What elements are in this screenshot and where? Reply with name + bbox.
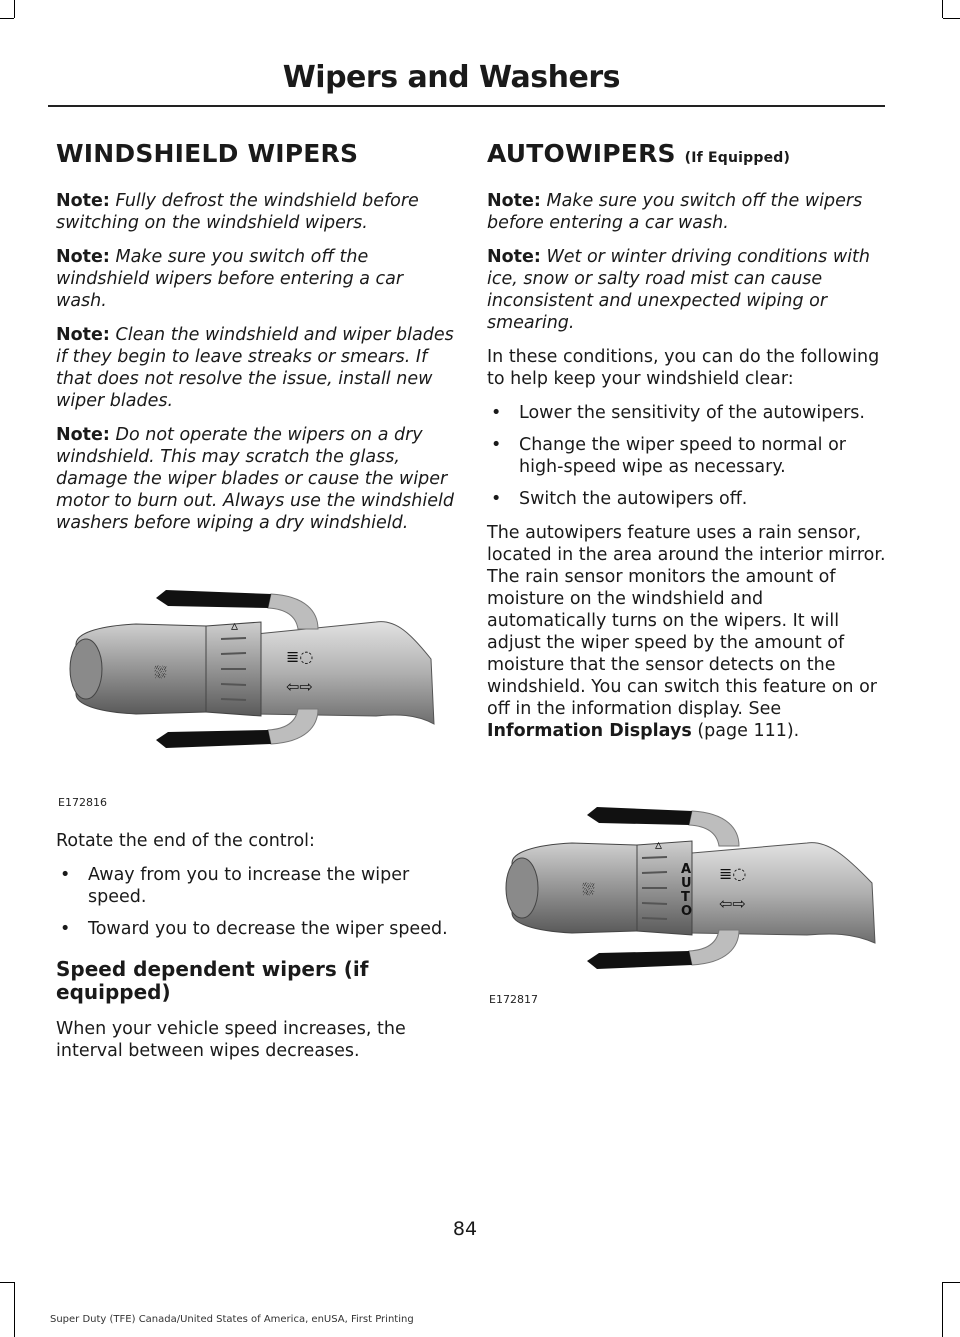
note-label: Note: xyxy=(56,324,110,345)
note-text: Make sure you switch off the wipers before entering a car wash. xyxy=(487,190,863,233)
header-rule xyxy=(48,105,885,107)
wiper-stalk-figure xyxy=(56,564,456,814)
svg-text:≣◌: ≣◌ xyxy=(719,863,747,883)
list-item: • Toward you to decrease the wiper speed. xyxy=(56,918,456,940)
information-displays-link[interactable]: Information Displays xyxy=(487,721,692,742)
heading-suffix: (If Equipped) xyxy=(684,150,791,166)
crop-mark xyxy=(14,0,15,18)
autowipers-body xyxy=(487,522,887,742)
note xyxy=(56,246,456,312)
svg-text:⇦⇨: ⇦⇨ xyxy=(719,893,746,913)
wiper-stalk-illustration xyxy=(56,564,456,794)
note-label: Note: xyxy=(56,246,110,267)
page-reference: (page 111). xyxy=(697,721,800,742)
conditions-bullet-list xyxy=(487,402,887,510)
crop-mark xyxy=(942,1282,943,1337)
page-number: 84 xyxy=(452,1218,478,1240)
svg-text:▵: ▵ xyxy=(655,836,663,853)
svg-text:⛆: ⛆ xyxy=(582,879,595,899)
section-heading-autowipers xyxy=(487,140,887,168)
autowiper-stalk-illustration xyxy=(487,793,887,993)
footer-text: Super Duty (TFE) Canada/United States of America, enUSA, First Printing xyxy=(50,1314,414,1325)
note-text: Do not operate the wipers on a dry windshield. This may scratch the glass, damage the wiper blades or cause the wiper motor to burn out. Always use the windshield washers before wiping a dry windshield. xyxy=(56,424,454,534)
left-column xyxy=(56,140,456,1074)
note xyxy=(487,190,887,234)
note-label: Note: xyxy=(56,190,110,211)
autowiper-stalk-figure xyxy=(487,793,887,1033)
note-label: Note: xyxy=(487,246,541,267)
note xyxy=(56,324,456,412)
note-text: Make sure you switch off the windshield wipers before entering a car wash. xyxy=(56,246,404,311)
page-title: Wipers and Washers xyxy=(282,60,620,95)
note-label: Note: xyxy=(487,190,541,211)
auto-letter: O xyxy=(681,903,693,919)
auto-letter: T xyxy=(681,889,690,905)
rotate-intro: Rotate the end of the control: xyxy=(56,831,315,852)
crop-mark xyxy=(943,1282,960,1283)
list-item: • Lower the sensitivity of the autowipers. xyxy=(487,402,887,424)
svg-text:▵: ▵ xyxy=(231,618,239,635)
section-heading-windshield-wipers: WINDSHIELD WIPERS xyxy=(56,139,359,168)
figure-id: E172816 xyxy=(58,796,107,810)
auto-letter: A xyxy=(681,861,692,877)
auto-letter: U xyxy=(681,875,692,891)
crop-mark xyxy=(0,1282,14,1283)
crop-mark xyxy=(942,0,943,18)
heading-text: AUTOWIPERS xyxy=(487,139,676,168)
note xyxy=(56,190,456,234)
note-text: Wet or winter driving conditions with ice, snow or salty road mist can cause inconsistent and unexpected wiping or smearing. xyxy=(487,246,870,333)
note xyxy=(487,246,887,334)
note-label: Note: xyxy=(56,424,110,445)
crop-mark xyxy=(0,18,14,19)
crop-mark xyxy=(943,18,960,19)
figure-id: E172817 xyxy=(489,992,538,1006)
svg-text:≣◌: ≣◌ xyxy=(286,647,314,667)
rotate-bullet-list xyxy=(56,864,456,940)
svg-text:⇦⇨: ⇦⇨ xyxy=(286,677,313,697)
note xyxy=(56,424,456,534)
crop-mark xyxy=(14,1282,15,1337)
list-item: • Away from you to increase the wiper speed. xyxy=(56,864,456,908)
list-item: • Switch the autowipers off. xyxy=(487,488,887,510)
note-text: Fully defrost the windshield before switching on the windshield wipers. xyxy=(56,190,419,233)
conditions-intro: In these conditions, you can do the following to help keep your windshield clear: xyxy=(487,346,880,389)
note-text: Clean the windshield and wiper blades if they begin to leave streaks or smears. If that does not resolve the issue, install new wiper blades. xyxy=(56,324,454,411)
speed-text: When your vehicle speed increases, the interval between wipes decreases. xyxy=(56,1019,406,1062)
subheading-speed-dependent-wipers: Speed dependent wipers (if equipped) xyxy=(56,957,369,1005)
right-column xyxy=(487,140,887,1033)
body-text: The autowipers feature uses a rain sensor, located in the area around the interior mirror. The rain sensor monitors the amount of moisture on the windshield and automatically turns on the wipers. It will adjust the wiper speed by the amount of moisture that the sensor detects on the windshield. You can switch this feature on or off in the information display. See xyxy=(487,523,886,720)
svg-text:⛆: ⛆ xyxy=(154,663,167,683)
list-item: • Change the wiper speed to normal or high-speed wipe as necessary. xyxy=(487,434,887,478)
